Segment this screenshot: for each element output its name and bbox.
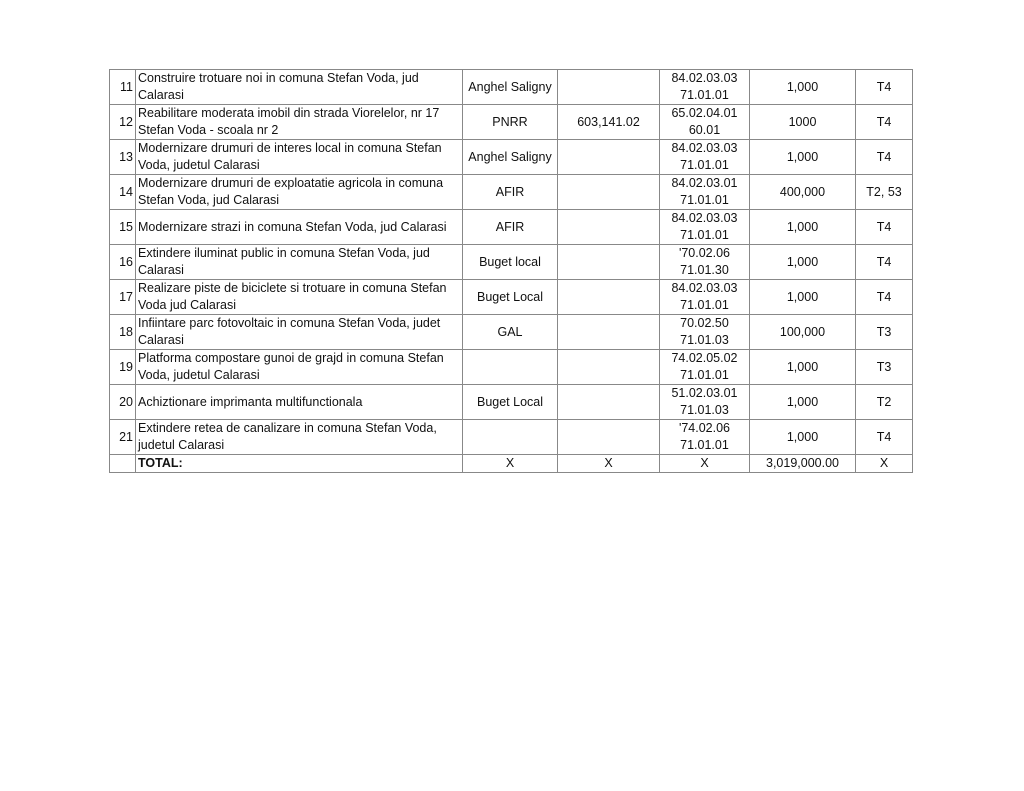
term: T2, 53 <box>856 175 913 210</box>
total-amount: X <box>558 455 660 473</box>
funding-source: Anghel Saligny <box>463 70 558 105</box>
project-description: Construire trotuare noi in comuna Stefan Voda, jud Calarasi <box>136 70 463 105</box>
funding-amount <box>558 315 660 350</box>
total-code: X <box>660 455 750 473</box>
estimated-value: 1,000 <box>750 140 856 175</box>
funding-amount <box>558 350 660 385</box>
total-blank-cell <box>110 455 136 473</box>
funding-amount <box>558 210 660 245</box>
funding-source <box>463 350 558 385</box>
project-description: Infiintare parc fotovoltaic in comuna Stefan Voda, judet Calarasi <box>136 315 463 350</box>
table-row <box>110 140 913 175</box>
funding-amount <box>558 280 660 315</box>
funding-amount <box>558 245 660 280</box>
budget-code-primary: 74.02.05.02 <box>671 351 738 365</box>
estimated-value: 1,000 <box>750 245 856 280</box>
project-description: Realizare piste de biciclete si trotuare in comuna Stefan Voda jud Calarasi <box>136 280 463 315</box>
total-source: X <box>463 455 558 473</box>
term: T4 <box>856 245 913 280</box>
funding-amount <box>558 70 660 105</box>
budget-code-secondary: 71.01.01 <box>680 298 729 312</box>
table-row <box>110 350 913 385</box>
budget-code-secondary: 71.01.01 <box>680 88 729 102</box>
budget-code-primary: 84.02.03.03 <box>671 141 738 155</box>
table-row <box>110 420 913 455</box>
budget-code-secondary: 71.01.01 <box>680 158 729 172</box>
budget-code-primary: 70.02.50 <box>680 316 729 330</box>
budget-code-secondary: 71.01.03 <box>680 403 729 417</box>
budget-code-primary: 65.02.04.01 <box>671 106 738 120</box>
budget-codes <box>660 70 750 105</box>
row-number: 17 <box>110 280 136 315</box>
budget-code-primary: 84.02.03.03 <box>671 71 738 85</box>
total-label: TOTAL: <box>136 455 463 473</box>
estimated-value: 400,000 <box>750 175 856 210</box>
row-number: 13 <box>110 140 136 175</box>
table-row <box>110 105 913 140</box>
funding-source: Anghel Saligny <box>463 140 558 175</box>
funding-amount <box>558 385 660 420</box>
estimated-value: 1,000 <box>750 210 856 245</box>
row-number: 21 <box>110 420 136 455</box>
total-row <box>110 455 913 473</box>
funding-source: Buget local <box>463 245 558 280</box>
funding-amount <box>558 175 660 210</box>
funding-source: Buget Local <box>463 280 558 315</box>
table-row <box>110 385 913 420</box>
table-body <box>110 70 913 473</box>
project-description: Modernizare drumuri de interes local in comuna Stefan Voda, judetul Calarasi <box>136 140 463 175</box>
budget-code-secondary: 71.01.01 <box>680 368 729 382</box>
estimated-value: 1,000 <box>750 420 856 455</box>
budget-code-secondary: 71.01.01 <box>680 438 729 452</box>
term: T4 <box>856 210 913 245</box>
term: T4 <box>856 280 913 315</box>
estimated-value: 1,000 <box>750 280 856 315</box>
total-value: 3,019,000.00 <box>750 455 856 473</box>
budget-codes <box>660 315 750 350</box>
row-number: 16 <box>110 245 136 280</box>
row-number: 14 <box>110 175 136 210</box>
estimated-value: 1,000 <box>750 350 856 385</box>
funding-source: AFIR <box>463 175 558 210</box>
term: T2 <box>856 385 913 420</box>
funding-amount: 603,141.02 <box>558 105 660 140</box>
table-row <box>110 245 913 280</box>
budget-code-secondary: 60.01 <box>688 123 721 137</box>
budget-code-primary: '70.02.06 <box>678 246 731 260</box>
term: T4 <box>856 140 913 175</box>
budget-code-secondary: 71.01.30 <box>680 263 729 277</box>
row-number: 11 <box>110 70 136 105</box>
table-row <box>110 175 913 210</box>
table-row <box>110 70 913 105</box>
funding-amount <box>558 420 660 455</box>
table-row <box>110 315 913 350</box>
budget-code-secondary: 71.01.03 <box>680 333 729 347</box>
term: T3 <box>856 350 913 385</box>
investment-table <box>109 69 913 473</box>
table-row <box>110 280 913 315</box>
budget-codes <box>660 245 750 280</box>
budget-code-primary: 84.02.03.03 <box>671 211 738 225</box>
budget-codes <box>660 140 750 175</box>
budget-code-primary: 51.02.03.01 <box>671 386 738 400</box>
funding-source: Buget Local <box>463 385 558 420</box>
estimated-value: 1,000 <box>750 385 856 420</box>
term: T4 <box>856 70 913 105</box>
funding-source: PNRR <box>463 105 558 140</box>
row-number: 12 <box>110 105 136 140</box>
estimated-value: 100,000 <box>750 315 856 350</box>
budget-codes <box>660 210 750 245</box>
row-number: 19 <box>110 350 136 385</box>
budget-code-primary: 84.02.03.03 <box>671 281 738 295</box>
budget-code-secondary: 71.01.01 <box>680 228 729 242</box>
funding-source: AFIR <box>463 210 558 245</box>
budget-codes <box>660 175 750 210</box>
budget-codes <box>660 350 750 385</box>
funding-source: GAL <box>463 315 558 350</box>
budget-codes <box>660 420 750 455</box>
funding-source <box>463 420 558 455</box>
table-row <box>110 210 913 245</box>
funding-amount <box>558 140 660 175</box>
project-description: Extindere retea de canalizare in comuna Stefan Voda, judetul Calarasi <box>136 420 463 455</box>
term: T3 <box>856 315 913 350</box>
project-description: Modernizare strazi in comuna Stefan Voda, jud Calarasi <box>136 210 463 245</box>
row-number: 20 <box>110 385 136 420</box>
budget-codes <box>660 385 750 420</box>
row-number: 18 <box>110 315 136 350</box>
row-number: 15 <box>110 210 136 245</box>
term: T4 <box>856 105 913 140</box>
project-description: Modernizare drumuri de exploatatie agricola in comuna Stefan Voda, jud Calarasi <box>136 175 463 210</box>
estimated-value: 1,000 <box>750 70 856 105</box>
total-term: X <box>856 455 913 473</box>
estimated-value: 1000 <box>750 105 856 140</box>
budget-codes <box>660 280 750 315</box>
project-description: Achiztionare imprimanta multifunctionala <box>136 385 463 420</box>
term: T4 <box>856 420 913 455</box>
project-description: Extindere iluminat public in comuna Stefan Voda, jud Calarasi <box>136 245 463 280</box>
budget-code-primary: '74.02.06 <box>678 421 731 435</box>
budget-code-primary: 84.02.03.01 <box>671 176 738 190</box>
budget-codes <box>660 105 750 140</box>
project-description: Platforma compostare gunoi de grajd in comuna Stefan Voda, judetul Calarasi <box>136 350 463 385</box>
budget-code-secondary: 71.01.01 <box>680 193 729 207</box>
project-description: Reabilitare moderata imobil din strada Viorelelor, nr 17 Stefan Voda - scoala nr 2 <box>136 105 463 140</box>
